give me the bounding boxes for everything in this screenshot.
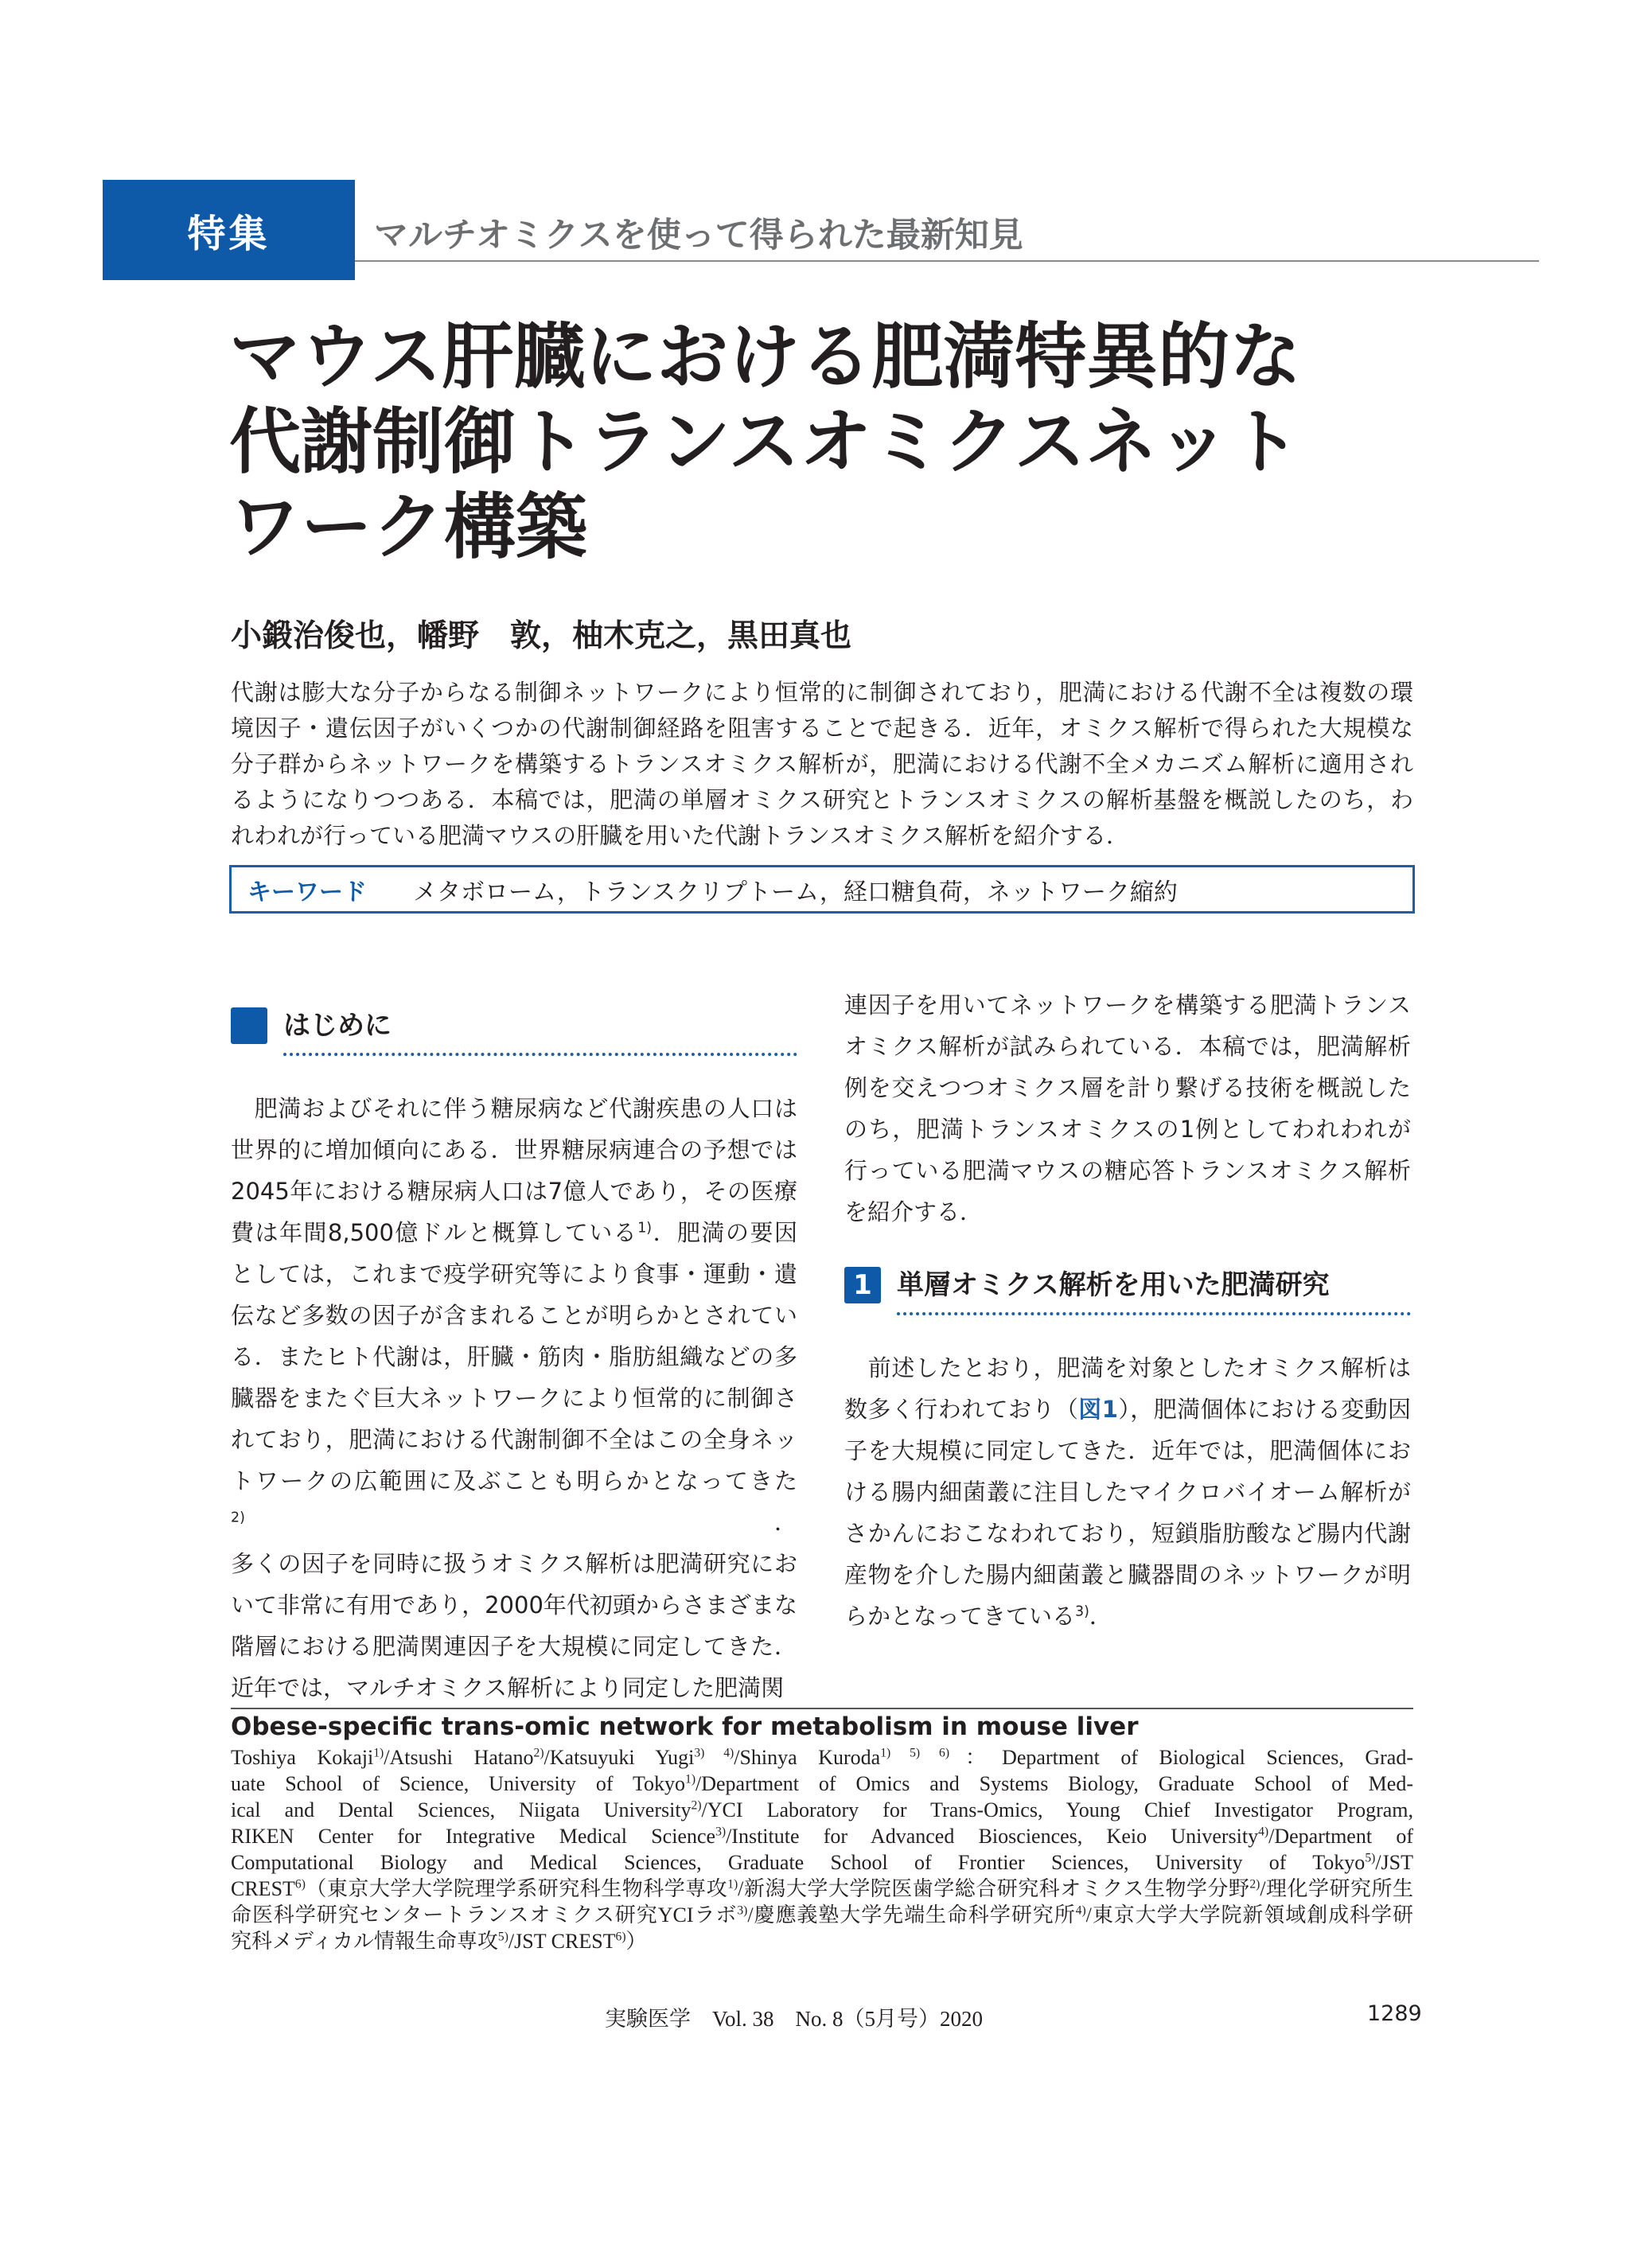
reference-superscript: 6): [615, 1930, 626, 1944]
text-segment: らかとなってきている: [844, 1603, 1076, 1630]
section-square-icon: [231, 1007, 267, 1044]
text-segment: /Atsushi Hatano: [384, 1746, 534, 1769]
text-segment: 連因子を用いてネットワークを構築する肥満トランス: [844, 992, 1411, 1019]
text-line: [231, 1849, 1413, 1876]
text-segment: Toshiya Kokaji: [231, 1746, 374, 1769]
text-segment: さかんにおこなわれており，短鎖脂肪酸など腸内代謝: [844, 1520, 1411, 1547]
text-segment: ける腸内細菌叢に注目したマイクロバイオーム解析が: [844, 1479, 1411, 1506]
text-line: [844, 1389, 1411, 1430]
text-segment: （東京大学大学院理学系研究科生物科学専攻: [305, 1877, 728, 1900]
abstract-line: 分子群からネットワークを構築するトランスオミクス解析が，肥満における代謝不全メカニズム解析に適用され: [231, 750, 1413, 777]
text-line: [844, 984, 1411, 1026]
text-segment: 究科メディカル情報生命専攻: [231, 1930, 498, 1953]
text-line: [231, 1823, 1413, 1849]
text-segment: /新潟大学大学院医歯学総合研究科オミクス生物学分野: [738, 1877, 1250, 1900]
text-line: [844, 1150, 1411, 1191]
figure-link[interactable]: 図1: [1078, 1396, 1118, 1423]
text-segment: 世界的に増加傾向にある．世界糖尿病連合の予想では: [231, 1136, 797, 1163]
abstract: [231, 675, 1413, 854]
dotted-underline: [897, 1312, 1411, 1315]
reference-superscript: 1) 5) 6): [880, 1746, 950, 1760]
text-segment: 近年では，マルチオミクス解析により同定した肥満関: [231, 1674, 785, 1701]
text-line: [231, 1771, 1413, 1797]
keywords-label: キーワード: [247, 878, 367, 906]
text-segment: 数多く行われており（: [844, 1396, 1079, 1423]
text-segment: ．肥満の要因: [652, 1219, 797, 1246]
feature-series-title: マルチオミクスを使って得られた最新知見: [374, 216, 1023, 255]
text-line: [231, 1419, 797, 1460]
text-segment: オミクス解析が試みられている．本稿では，肥満解析: [844, 1033, 1411, 1060]
section-title: はじめに: [283, 1010, 392, 1042]
title-line: 代謝制御トランスオミクスネット: [229, 400, 1301, 484]
abstract-line: るようになりつつある．本稿では，肥満の単層オミクス研究とトランスオミクスの解析基盤を概説したのち，わ: [231, 786, 1413, 813]
text-line: [844, 1026, 1411, 1067]
text-segment: /Department of: [1268, 1825, 1414, 1848]
journal-info: 実験医学 Vol. 38 No. 8（5月号）2020: [605, 2007, 984, 2031]
text-line: [231, 1377, 797, 1419]
right-column: [844, 992, 1411, 1637]
text-line: [231, 1928, 1413, 1954]
text-segment: ），肥満個体における変動因: [1117, 1396, 1411, 1423]
header-rule: [355, 260, 1539, 262]
text-line: [231, 1336, 797, 1377]
text-line: [231, 1460, 797, 1543]
title-line: ワーク構築: [229, 485, 587, 569]
reference-superscript: 2): [1249, 1877, 1260, 1892]
text-segment: 産物を介した腸内細菌叢と臓器間のネットワークが明: [844, 1561, 1411, 1588]
affiliations: [231, 1744, 1413, 1954]
reference-superscript: 4): [1258, 1825, 1269, 1839]
text-line: [231, 1295, 797, 1336]
text-segment: 前述したとおり，肥満を対象としたオミクス解析は: [844, 1354, 1411, 1381]
reference-superscript: 3): [737, 1903, 748, 1918]
text-line: [231, 1667, 797, 1708]
text-segment: 臓器をまたぐ巨大ネットワークにより恒常的に制御さ: [231, 1385, 797, 1412]
article-title: [229, 314, 1423, 570]
text-segment: ．: [244, 1509, 797, 1536]
feature-tag: 特集: [103, 180, 355, 280]
text-line: [231, 1129, 797, 1171]
text-segment: /Shinya Kuroda: [734, 1746, 881, 1769]
title-line: マウス肝臓における肥満特異的な: [229, 315, 1302, 399]
section-heading-intro: [231, 1005, 797, 1046]
text-segment: ：Department of Biological Sciences, Grad-: [949, 1746, 1413, 1769]
english-rule: [231, 1708, 1413, 1709]
reference-superscript: 2): [533, 1746, 544, 1760]
keywords-text: メタボローム，トランスクリプトーム，経口糖負荷，ネットワーク縮約: [413, 878, 1178, 906]
text-line: [231, 1902, 1413, 1928]
text-line: [231, 1626, 797, 1667]
reference-superscript: 5): [497, 1930, 508, 1944]
text-segment: /Department of Omics and Systems Biology, Graduate School of Med-: [695, 1772, 1413, 1795]
text-line: [231, 1584, 797, 1626]
reference-superscript: 4): [1075, 1903, 1086, 1918]
text-segment: /JST: [1375, 1851, 1413, 1874]
reference-superscript: 1): [373, 1746, 384, 1760]
page-number: 1289: [1367, 2001, 1422, 2026]
text-segment: Computational Biology and Medical Sciences, Graduate School of Frontier Sciences, University of Tokyo: [231, 1851, 1366, 1874]
text-segment: ical and Dental Sciences, Niigata University: [231, 1798, 692, 1821]
reference-superscript: 5): [1365, 1851, 1376, 1865]
text-segment: 2045年における糖尿病人口は7億人であり，その医療: [231, 1178, 797, 1205]
text-segment: 階層における肥満関連因子を大規模に同定してきた．: [231, 1633, 797, 1660]
text-line: [844, 1191, 1411, 1233]
text-segment: 伝など多数の因子が含まれることが明らかとされてい: [231, 1302, 797, 1329]
text-line: [231, 1876, 1413, 1902]
text-line: [844, 1554, 1411, 1595]
text-segment: /YCI Laboratory for Trans-Omics, Young Chief Investigator Program,: [701, 1798, 1414, 1821]
text-segment: 命医科学研究センタートランスオミクス研究YCIラボ: [231, 1903, 738, 1927]
text-line: [231, 1212, 797, 1253]
reference-superscript: 1): [685, 1772, 696, 1786]
text-segment: RIKEN Center for Integrative Medical Science: [231, 1825, 716, 1848]
text-segment: としては，これまで疫学研究等により食事・運動・遺: [231, 1260, 797, 1288]
text-line: [231, 1543, 797, 1584]
reference-superscript: 2): [691, 1798, 702, 1813]
text-line: [231, 1744, 1413, 1771]
text-segment: トワークの広範囲に及ぶことも明らかとなってきた: [231, 1467, 797, 1494]
text-line: [844, 1347, 1411, 1389]
english-title: Obese-specific trans-omic network for metabolism in mouse liver: [231, 1712, 1139, 1741]
text-line: [844, 1067, 1411, 1108]
text-segment: /Katsuyuki Yugi: [544, 1746, 695, 1769]
text-segment: 子を大規模に同定してきた．近年では，肥満個体にお: [844, 1437, 1411, 1464]
reference-superscript: 2): [231, 1510, 245, 1526]
reference-superscript: 6): [294, 1877, 306, 1892]
abstract-line: 代謝は膨大な分子からなる制御ネットワークにより恒常的に制御されており，肥満における代謝不全は複数の環: [231, 679, 1413, 706]
text-line: [844, 1471, 1411, 1513]
section-title: 単層オミクス解析を用いた肥満研究: [897, 1269, 1330, 1301]
text-segment: uate School of Science, University of Tokyo: [231, 1772, 686, 1795]
text-line: [231, 1171, 797, 1212]
keywords-box: [229, 865, 1415, 914]
text-segment: 費は年間8,500億ドルと概算している: [231, 1219, 638, 1246]
text-line: [844, 1595, 1411, 1637]
text-line: [844, 1108, 1411, 1150]
abstract-line: 境因子・遺伝因子がいくつかの代謝制御経路を阻害することで起きる．近年，オミクス解析で得られた大規模な: [231, 715, 1413, 742]
section-number-badge: 1: [844, 1267, 881, 1303]
dotted-underline: [283, 1053, 797, 1056]
authors: 小鍛治俊也，幡野 敦，柚木克之，黒田真也: [231, 618, 852, 654]
text-segment: のち，肥満トランスオミクスの1例としてわれわれが: [844, 1116, 1411, 1143]
text-segment: 肥満およびそれに伴う糖尿病など代謝疾患の人口は: [231, 1095, 797, 1122]
text-line: [231, 1797, 1413, 1823]
reference-superscript: 3) 4): [694, 1746, 734, 1760]
reference-superscript: 3): [715, 1825, 727, 1839]
section-heading-1: [844, 1264, 1411, 1306]
text-segment: る．またヒト代謝は，肝臓・筋肉・脂肪組織などの多: [231, 1343, 797, 1370]
reference-superscript: 3): [1075, 1603, 1089, 1620]
left-column: [231, 1005, 797, 1708]
text-segment: /JST CREST: [508, 1930, 616, 1953]
text-line: [231, 1253, 797, 1295]
text-line: [231, 1088, 797, 1129]
abstract-line: れわれが行っている肥満マウスの肝臓を用いた代謝トランスオミクス解析を紹介する．: [231, 822, 1129, 849]
text-segment: ．: [1089, 1603, 1112, 1630]
text-segment: /東京大学大学院新領域創成科学研: [1085, 1903, 1413, 1927]
text-segment: ）: [625, 1930, 647, 1953]
text-segment: CREST: [231, 1877, 295, 1900]
text-segment: /Institute for Advanced Biosciences, Keio University: [726, 1825, 1259, 1848]
reference-superscript: 1): [637, 1220, 653, 1237]
text-segment: いて非常に有用であり，2000年代初頭からさまざまな: [231, 1592, 797, 1619]
text-segment: /慶應義塾大学先端生命科学研究所: [747, 1903, 1076, 1927]
text-segment: れており，肥満における代謝制御不全はこの全身ネッ: [231, 1426, 797, 1453]
text-segment: 例を交えつつオミクス層を計り繋げる技術を概説した: [844, 1074, 1411, 1101]
text-line: [844, 1430, 1411, 1471]
text-segment: 多くの因子を同時に扱うオミクス解析は肥満研究にお: [231, 1550, 797, 1577]
reference-superscript: 1): [727, 1877, 738, 1892]
text-segment: /理化学研究所生: [1260, 1877, 1413, 1900]
text-line: [844, 1513, 1411, 1554]
text-segment: を紹介する．: [844, 1198, 984, 1225]
text-segment: 行っている肥満マウスの糖応答トランスオミクス解析: [844, 1157, 1411, 1184]
